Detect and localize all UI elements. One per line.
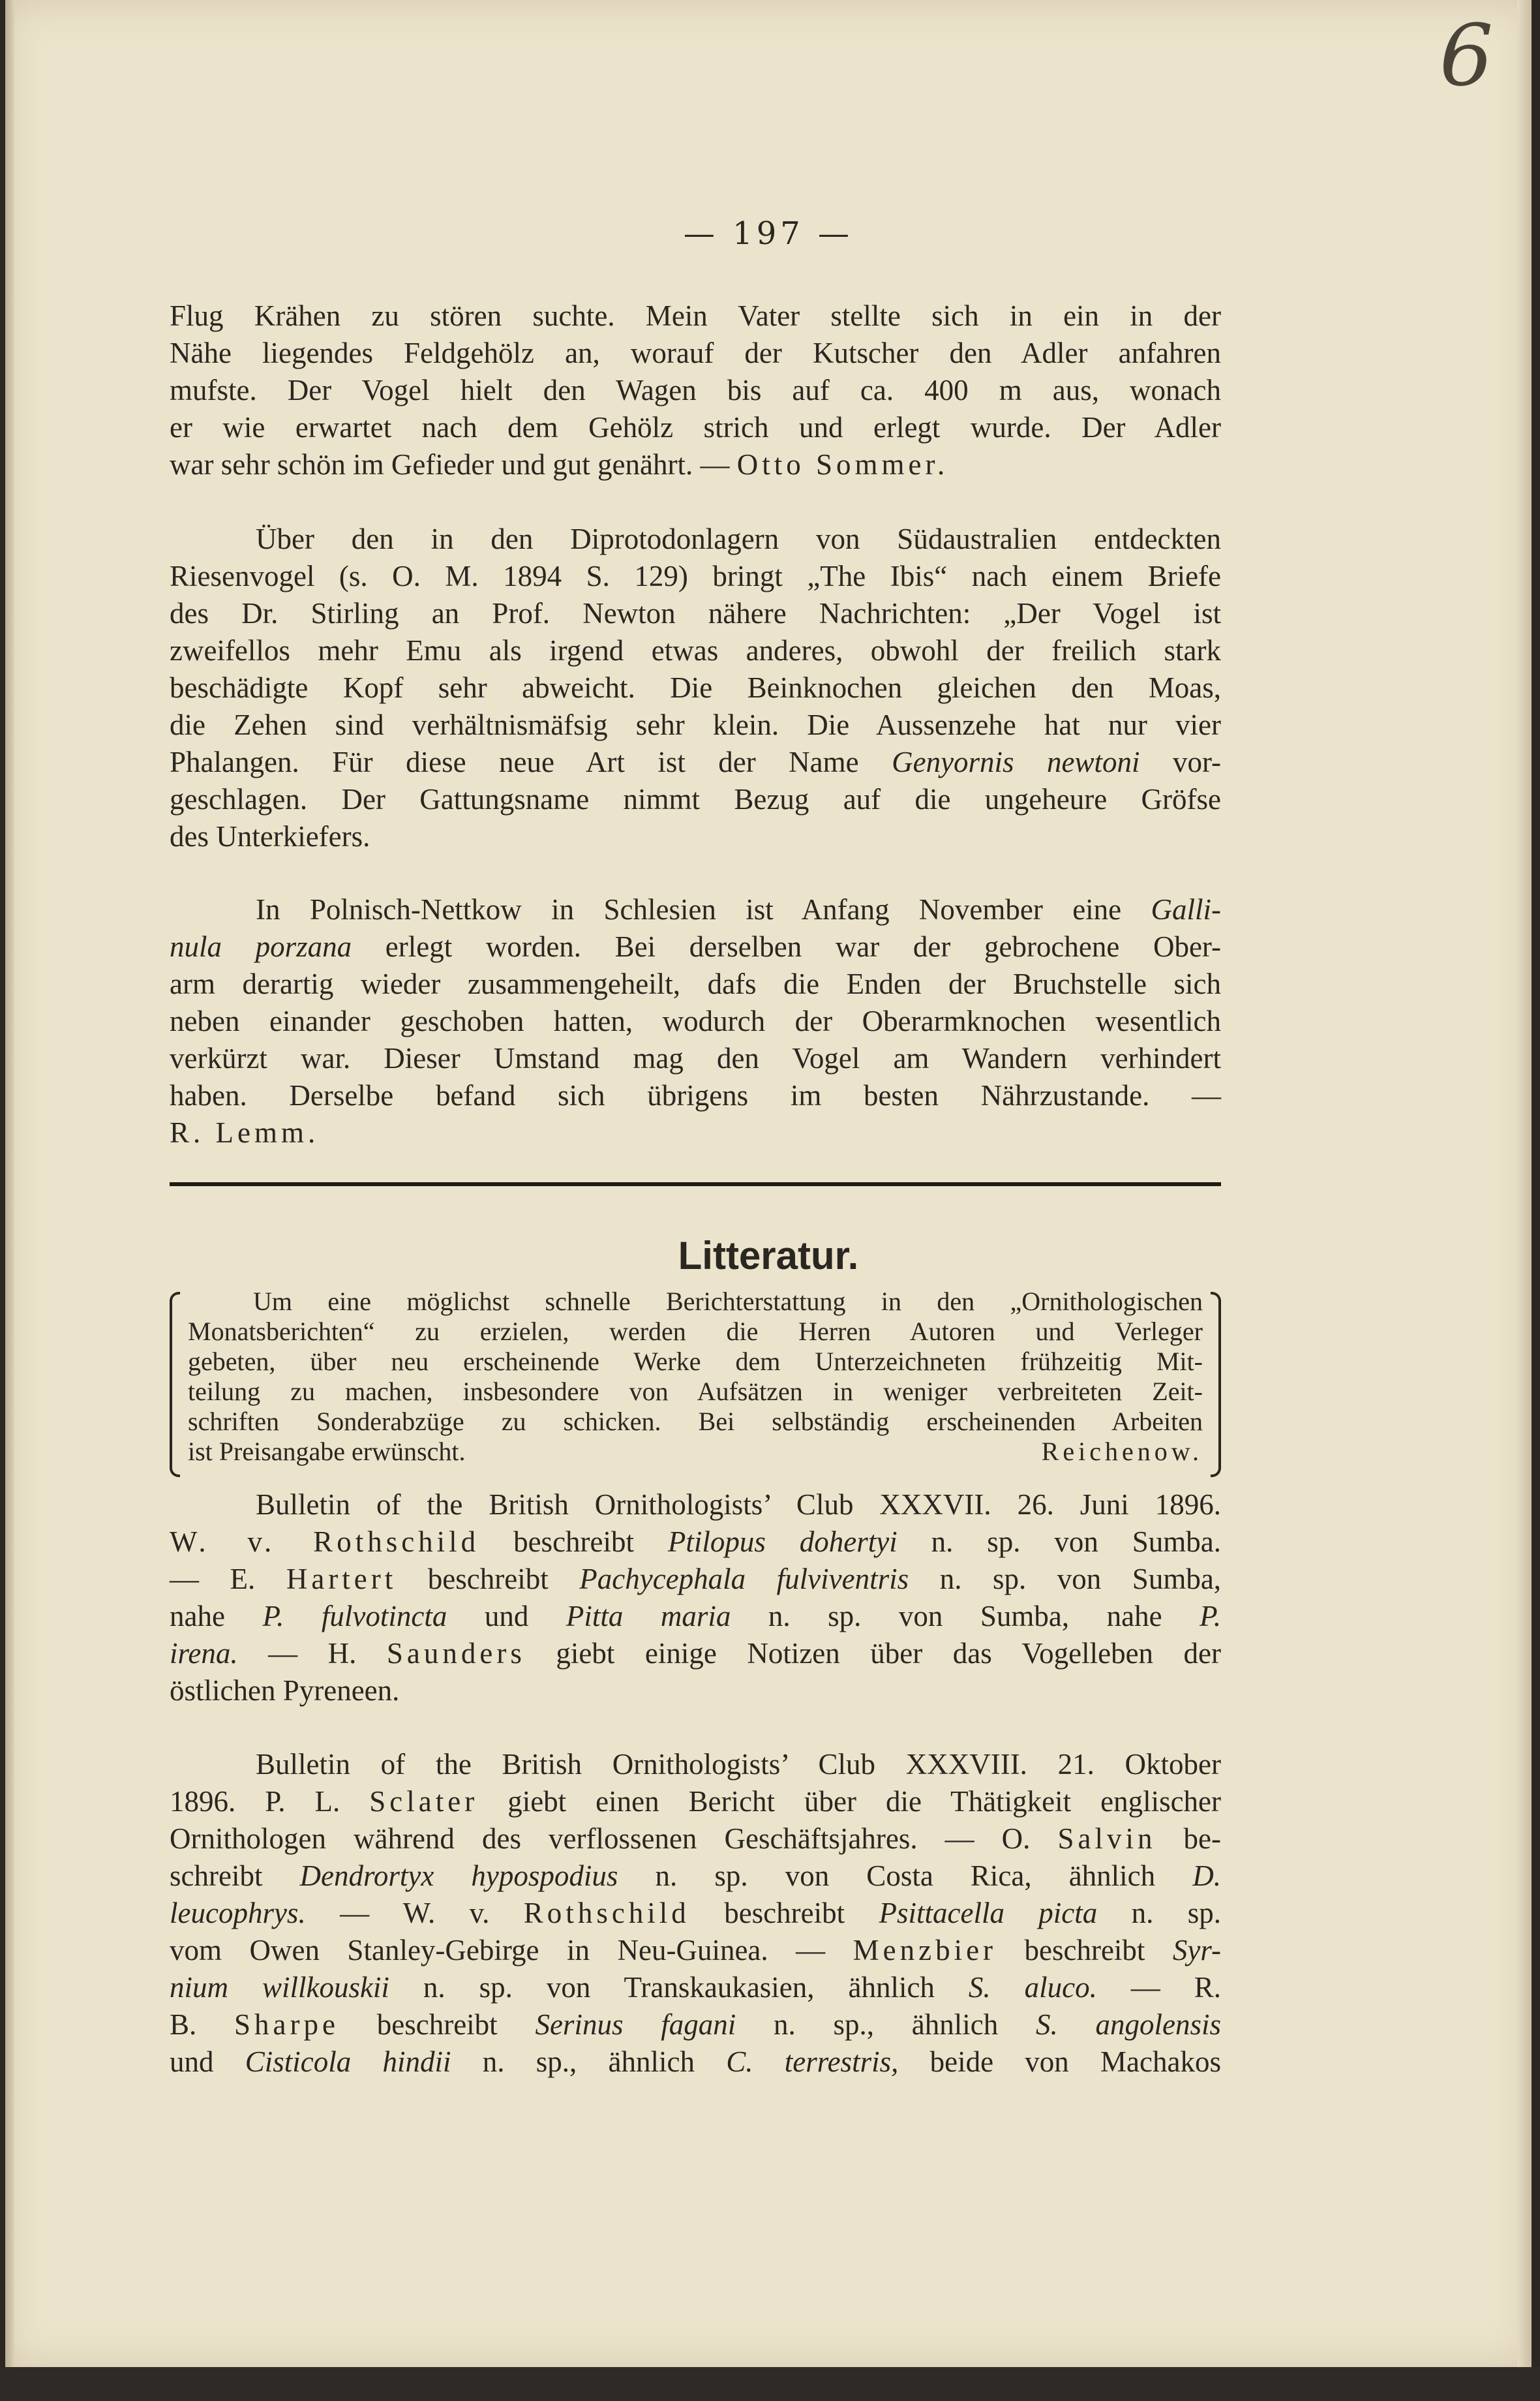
text-line: W. v. Rothschild beschreibt Ptilopus dohertyi n. sp. von Sumba. [170,1525,1222,1558]
text-line: Bulletin of the British Ornithologists’ Club XXXVII. 26. Juni 1896. [256,1488,1221,1521]
species-name: S. angolensis [1035,2008,1221,2041]
paragraph-sommer [170,298,1221,483]
species-name: leucophrys. [170,1897,306,1929]
species-name: Galli- [1151,893,1221,926]
species-name: Pachycephala fulviventris [579,1563,909,1595]
text-line: die Zehen sind verhältnismäfsig sehr klein. Die Aussenzehe hat nur vier [170,709,1221,741]
text-line: Riesenvogel (s. O. M. 1894 S. 129) bringt „The Ibis“ nach einem Briefe [170,560,1221,592]
editor-signature: Reichenow. [1041,1437,1203,1466]
editor-notice [188,1287,1203,1467]
text-line: des Unterkiefers. [170,820,370,853]
species-name: Pitta maria [566,1600,731,1632]
text-line: und Cisticola hindii n. sp., ähnlich C. terrestris, beide von Machakos [170,2045,1221,2078]
text-line: mufste. Der Vogel hielt den Wagen bis auf ca. 400 m aus, wonach [170,374,1221,406]
text-line: Flug Krähen zu stören suchte. Mein Vater stellte sich in ein in der [170,299,1221,332]
text-line: Über den in den Diprotodonlagern von Südaustralien entdeckten [256,523,1221,555]
author-name: Hartert [286,1563,397,1595]
species-name: nium willkouskii [170,1971,389,2004]
author-name: Saunders [386,1637,526,1670]
author-name: W. v. Rothschild [170,1525,480,1558]
literature-entry-1 [170,1486,1221,1709]
species-name: C. terrestris, [726,2045,899,2078]
notice-line: ist Preisangabe erwünscht. Reichenow. [188,1437,1203,1466]
text-line: haben. Derselbe befand sich übrigens im besten Nährzustande. — [170,1079,1221,1112]
text-line: Bulletin of the British Ornithologists’ Club XXXVIII. 21. Oktober [256,1748,1221,1781]
notice-line: Um eine möglichst schnelle Berichterstattung in den „Ornithologischen [253,1287,1203,1316]
handwritten-corner-number: 6 [1439,6,1494,105]
text-line: Nähe liegendes Feldgehölz an, worauf der Kutscher den Adler anfahren [170,337,1221,369]
author-name: Salvin [1057,1822,1156,1855]
text-line: war sehr schön im Gefieder und gut genährt. — Otto Sommer. [170,448,949,481]
author-name: R. Lemm. [170,1116,320,1149]
text-line: nahe P. fulvotincta und Pitta maria n. sp. von Sumba, nahe P. [170,1600,1222,1632]
text-line: B. Sharpe beschreibt Serinus fagani n. sp., ähnlich S. angolensis [170,2008,1221,2041]
species-name: D. [1192,1859,1221,1892]
text-line: vom Owen Stanley-Gebirge in Neu-Guinea. — Menzbier beschreibt Syr- [170,1934,1221,1966]
text-line: leucophrys. — W. v. Rothschild beschreibt Psittacella picta n. sp. [170,1897,1222,1929]
species-name: Genyornis newtoni [892,746,1140,778]
text-line: In Polnisch-Nettkow in Schlesien ist Anfang November eine Galli- [256,893,1221,926]
page-right-edge [1517,0,1532,2367]
author-name: Rothschild [523,1897,690,1929]
text-line: 1896. P. L. Sclater giebt einen Bericht über die Thätigkeit englischer [170,1785,1222,1818]
text-line: östlichen Pyreneen. [170,1674,400,1707]
text-line: nula porzana erlegt worden. Bei derselben war der gebrochene Ober- [170,930,1222,963]
species-name: Serinus fagani [535,2008,736,2041]
section-divider [170,1182,1221,1186]
section-heading: Litteratur. [678,1234,859,1277]
text-line: verkürzt war. Dieser Umstand mag den Vogel am Wandern verhindert [170,1042,1221,1075]
text-line: Phalangen. Für diese neue Art ist der Name Genyornis newtoni vor- [170,746,1222,778]
text-line: — E. Hartert beschreibt Pachycephala fulviventris n. sp. von Sumba, [170,1563,1222,1595]
text-line: er wie erwartet nach dem Gehölz strich und erlegt wurde. Der Adler [170,411,1221,444]
species-name: Ptilopus dohertyi [667,1525,898,1558]
notice-line: teilung zu machen, insbesondere von Aufsätzen in weniger verbreiteten Zeit- [188,1377,1203,1406]
species-name: P. [1200,1600,1222,1632]
text-line: arm derartig wieder zusammengeheilt, dafs die Enden der Bruchstelle sich [170,968,1221,1000]
text-line: nium willkouskii n. sp. von Transkaukasien, ähnlich S. aluco. — R. [170,1971,1221,2004]
species-name: irena. [170,1637,238,1670]
text-line: Ornithologen während des verflossenen Geschäftsjahres. — O. Salvin be- [170,1822,1222,1855]
species-name: nula porzana [170,930,352,963]
text-line: zweifellos mehr Emu als irgend etwas anderes, obwohl der freilich stark [170,634,1221,667]
species-name: Dendrortyx hypospodius [299,1859,618,1892]
species-name: Cisticola hindii [245,2045,451,2078]
species-name: P. fulvotincta [262,1600,447,1632]
paragraph-genyornis [170,521,1221,855]
scanned-page [5,0,1532,2367]
scan-bottom-border [0,2367,1540,2401]
text-line: schreibt Dendrortyx hypospodius n. sp. von Costa Rica, ähnlich D. [170,1859,1221,1892]
text-line: beschädigte Kopf sehr abweicht. Die Beinknochen gleichen den Moas, [170,671,1221,704]
text-line: geschlagen. Der Gattungsname nimmt Bezug auf die ungeheure Gröfse [170,783,1221,816]
author-name: Sclater [369,1785,479,1818]
bracket-right [1211,1292,1221,1477]
author-name: Menzbier [853,1934,997,1966]
literature-entry-2 [170,1746,1221,2081]
author-name: Otto Sommer. [736,448,949,481]
paragraph-gallinula [170,891,1221,1152]
author-name: Sharpe [234,2008,339,2041]
page-number: — 197 — [683,215,854,252]
text-line: neben einander geschoben hatten, wodurch der Oberarmknochen wesentlich [170,1005,1221,1037]
text-line: irena. — H. Saunders giebt einige Notizen über das Vogelleben der [170,1637,1222,1670]
bracket-left [170,1292,180,1477]
notice-line: Monatsberichten“ zu erzielen, werden die Herren Autoren und Verleger [188,1317,1203,1346]
notice-line: gebeten, über neu erscheinende Werke dem Unterzeichneten frühzeitig Mit- [188,1347,1203,1376]
page-left-edge [5,0,14,2367]
species-name: S. aluco. [968,1971,1097,2004]
species-name: Syr- [1172,1934,1221,1966]
notice-line: schriften Sonderabzüge zu schicken. Bei selbständig erscheinenden Arbeiten [188,1407,1203,1436]
species-name: Psittacella picta [879,1897,1098,1929]
text-line: des Dr. Stirling an Prof. Newton nähere Nachrichten: „Der Vogel ist [170,597,1221,630]
